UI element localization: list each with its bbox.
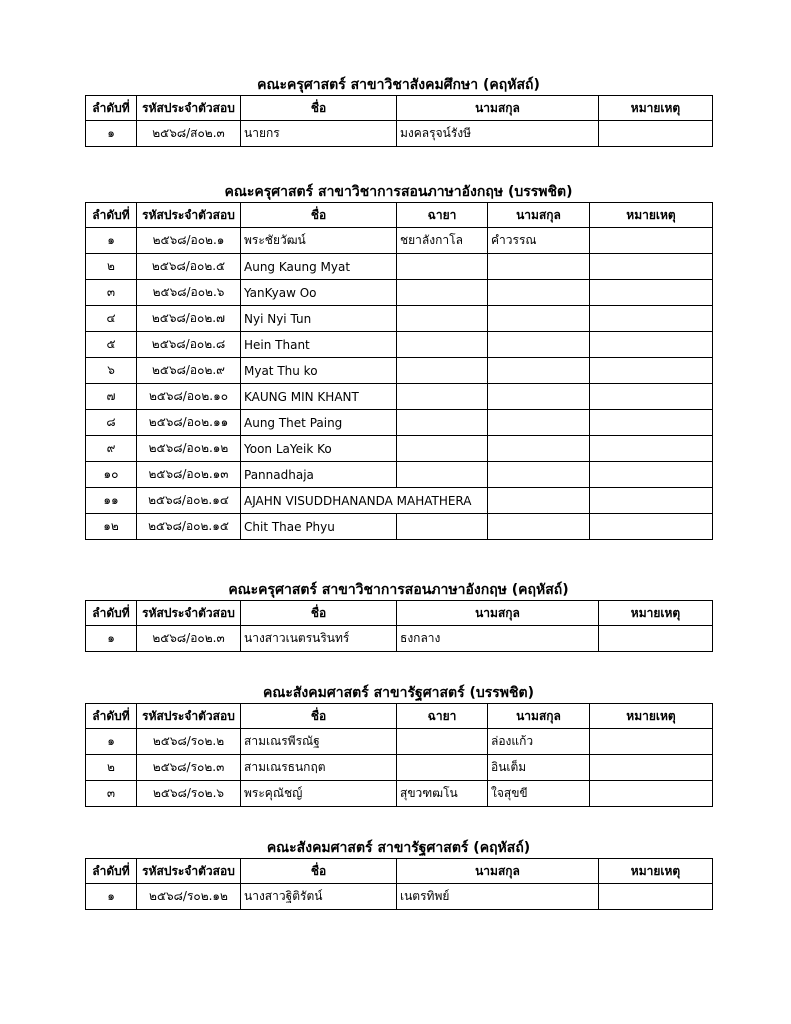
table-row (86, 436, 713, 462)
cell-code: ๒๕๖๘/ร๐๒.๓ (137, 755, 241, 781)
table-header-row (86, 203, 713, 228)
cell-surname (488, 514, 590, 540)
cell-no: ๓ (86, 280, 137, 306)
cell-surname (488, 332, 590, 358)
cell-no: ๑ (86, 729, 137, 755)
header-name: ชื่อ (241, 859, 397, 884)
header-name: ชื่อ (241, 96, 397, 121)
table-row (86, 884, 713, 910)
cell-surname (488, 384, 590, 410)
cell-remark (599, 884, 713, 910)
table-row (86, 358, 713, 384)
cell-no: ๙ (86, 436, 137, 462)
header-surname: นามสกุล (397, 601, 599, 626)
cell-no: ๑ (86, 121, 137, 147)
cell-name: Nyi Nyi Tun (241, 306, 397, 332)
table-header-row (86, 601, 713, 626)
cell-code: ๒๕๖๘/อ๐๒.๙ (137, 358, 241, 384)
cell-remark (590, 358, 713, 384)
results-table (85, 95, 713, 147)
cell-code: ๒๕๖๘/อ๐๒.๑๑ (137, 410, 241, 436)
header-surname: นามสกุล (397, 859, 599, 884)
cell-no: ๖ (86, 358, 137, 384)
results-table (85, 600, 713, 652)
table-row (86, 514, 713, 540)
cell-name: Myat Thu ko (241, 358, 397, 384)
cell-code: ๒๕๖๘/อ๐๒.๕ (137, 254, 241, 280)
cell-code: ๒๕๖๘/ร๐๒.๒ (137, 729, 241, 755)
table-row (86, 410, 713, 436)
header-remark: หมายเหตุ (599, 96, 713, 121)
cell-remark (590, 436, 713, 462)
table-row (86, 332, 713, 358)
cell-name: YanKyaw Oo (241, 280, 397, 306)
header-surname: นามสกุล (488, 704, 590, 729)
cell-name: Aung Thet Paing (241, 410, 397, 436)
cell-name: นางสาวเนตรนรินทร์ (241, 626, 397, 652)
cell-alias (397, 462, 488, 488)
header-no: ลำดับที่ (86, 96, 137, 121)
cell-code: ๒๕๖๘/อ๐๒.๑๔ (137, 488, 241, 514)
cell-remark (590, 514, 713, 540)
cell-no: ๑ (86, 228, 137, 254)
cell-no: ๑ (86, 884, 137, 910)
cell-alias: สุขวฑฒโน (397, 781, 488, 807)
results-table (85, 858, 713, 910)
section-title: คณะสังคมศาสตร์ สาขารัฐศาสตร์ (คฤหัสถ์) (266, 840, 531, 856)
table-row (86, 462, 713, 488)
cell-code: ๒๕๖๘/อ๐๒.๑๐ (137, 384, 241, 410)
cell-alias (397, 729, 488, 755)
cell-code: ๒๕๖๘/อ๐๒.๓ (137, 626, 241, 652)
cell-remark (590, 280, 713, 306)
header-alias: ฉายา (397, 203, 488, 228)
cell-surname: มงคลรุจน์รังษี (397, 121, 599, 147)
cell-remark (590, 332, 713, 358)
cell-remark (590, 755, 713, 781)
cell-surname: เนตรทิพย์ (397, 884, 599, 910)
header-name: ชื่อ (241, 704, 397, 729)
header-remark: หมายเหตุ (599, 601, 713, 626)
cell-surname: คำวรรณ (488, 228, 590, 254)
results-table (85, 202, 713, 540)
header-no: ลำดับที่ (86, 859, 137, 884)
header-code: รหัสประจำตัวสอบ (137, 601, 241, 626)
cell-remark (590, 306, 713, 332)
table-header-row (86, 859, 713, 884)
cell-name: Hein Thant (241, 332, 397, 358)
cell-alias (397, 280, 488, 306)
table-row (86, 755, 713, 781)
cell-surname (488, 436, 590, 462)
cell-code: ๒๕๖๘/อ๐๒.๑๕ (137, 514, 241, 540)
cell-name: พระคุณัชญ์ (241, 781, 397, 807)
cell-code: ๒๕๖๘/ส๐๒.๓ (137, 121, 241, 147)
cell-surname (488, 488, 590, 514)
header-no: ลำดับที่ (86, 203, 137, 228)
table-row (86, 228, 713, 254)
header-surname: นามสกุล (488, 203, 590, 228)
cell-code: ๒๕๖๘/อ๐๒.๖ (137, 280, 241, 306)
header-surname: นามสกุล (397, 96, 599, 121)
cell-remark (590, 488, 713, 514)
cell-surname (488, 462, 590, 488)
header-code: รหัสประจำตัวสอบ (137, 203, 241, 228)
table-row (86, 729, 713, 755)
table-row (86, 121, 713, 147)
cell-surname: ธงกลาง (397, 626, 599, 652)
header-remark: หมายเหตุ (590, 203, 713, 228)
table-row (86, 280, 713, 306)
cell-name: สามเณรพีรณัฐ (241, 729, 397, 755)
header-name: ชื่อ (241, 203, 397, 228)
header-no: ลำดับที่ (86, 704, 137, 729)
cell-code: ๒๕๖๘/อ๐๒.๘ (137, 332, 241, 358)
cell-alias (397, 358, 488, 384)
table-row (86, 254, 713, 280)
cell-surname (488, 306, 590, 332)
cell-name: Chit Thae Phyu (241, 514, 397, 540)
cell-surname (488, 410, 590, 436)
cell-name: Yoon LaYeik Ko (241, 436, 397, 462)
cell-name: Pannadhaja (241, 462, 397, 488)
cell-surname: อินเต็ม (488, 755, 590, 781)
header-remark: หมายเหตุ (599, 859, 713, 884)
cell-remark (590, 462, 713, 488)
cell-remark (590, 384, 713, 410)
header-code: รหัสประจำตัวสอบ (137, 704, 241, 729)
header-code: รหัสประจำตัวสอบ (137, 96, 241, 121)
header-code: รหัสประจำตัวสอบ (137, 859, 241, 884)
cell-no: ๑๐ (86, 462, 137, 488)
section-title: คณะครุศาสตร์ สาขาวิชาการสอนภาษาอังกฤษ (บรรพชิต) (224, 184, 573, 200)
cell-code: ๒๕๖๘/อ๐๒.๗ (137, 306, 241, 332)
table-row (86, 306, 713, 332)
cell-alias (397, 436, 488, 462)
section-title: คณะครุศาสตร์ สาขาวิชาสังคมศึกษา (คฤหัสถ์) (257, 77, 540, 93)
cell-alias (397, 384, 488, 410)
table-row (86, 626, 713, 652)
cell-name: Aung Kaung Myat (241, 254, 397, 280)
cell-alias (397, 410, 488, 436)
cell-code: ๒๕๖๘/อ๐๒.๑๓ (137, 462, 241, 488)
cell-remark (590, 781, 713, 807)
results-table (85, 703, 713, 807)
table-row (86, 384, 713, 410)
section-title: คณะสังคมศาสตร์ สาขารัฐศาสตร์ (บรรพชิต) (262, 685, 535, 701)
cell-alias (397, 514, 488, 540)
cell-alias: ชยาลังกาโล (397, 228, 488, 254)
cell-no: ๒ (86, 254, 137, 280)
header-alias: ฉายา (397, 704, 488, 729)
cell-code: ๒๕๖๘/ร๐๒.๖ (137, 781, 241, 807)
cell-no: ๑ (86, 626, 137, 652)
cell-alias (397, 332, 488, 358)
cell-name: สามเณรธนกฤต (241, 755, 397, 781)
header-remark: หมายเหตุ (590, 704, 713, 729)
cell-no: ๑๒ (86, 514, 137, 540)
table-header-row (86, 704, 713, 729)
header-no: ลำดับที่ (86, 601, 137, 626)
cell-surname: ล่องแก้ว (488, 729, 590, 755)
cell-code: ๒๕๖๘/ร๐๒.๑๒ (137, 884, 241, 910)
cell-no: ๑๑ (86, 488, 137, 514)
header-name: ชื่อ (241, 601, 397, 626)
cell-code: ๒๕๖๘/อ๐๒.๑๒ (137, 436, 241, 462)
cell-alias (397, 254, 488, 280)
section-title: คณะครุศาสตร์ สาขาวิชาการสอนภาษาอังกฤษ (คฤหัสถ์) (228, 582, 569, 598)
cell-code: ๒๕๖๘/อ๐๒.๑ (137, 228, 241, 254)
cell-remark (599, 626, 713, 652)
cell-no: ๘ (86, 410, 137, 436)
table-row (86, 488, 713, 514)
cell-remark (599, 121, 713, 147)
cell-no: ๓ (86, 781, 137, 807)
cell-no: ๒ (86, 755, 137, 781)
table-header-row (86, 96, 713, 121)
cell-surname: ใจสุขขี (488, 781, 590, 807)
cell-remark (590, 410, 713, 436)
cell-alias (397, 755, 488, 781)
cell-no: ๕ (86, 332, 137, 358)
cell-remark (590, 254, 713, 280)
cell-name: นางสาวฐิติรัตน์ (241, 884, 397, 910)
table-row (86, 781, 713, 807)
cell-name: AJAHN VISUDDHANANDA MAHATHERA (241, 488, 488, 514)
cell-no: ๔ (86, 306, 137, 332)
cell-name: นายกร (241, 121, 397, 147)
cell-remark (590, 228, 713, 254)
cell-surname (488, 280, 590, 306)
cell-remark (590, 729, 713, 755)
cell-surname (488, 254, 590, 280)
cell-surname (488, 358, 590, 384)
cell-name: KAUNG MIN KHANT (241, 384, 397, 410)
cell-alias (397, 306, 488, 332)
cell-no: ๗ (86, 384, 137, 410)
cell-name: พระชัยวัฒน์ (241, 228, 397, 254)
